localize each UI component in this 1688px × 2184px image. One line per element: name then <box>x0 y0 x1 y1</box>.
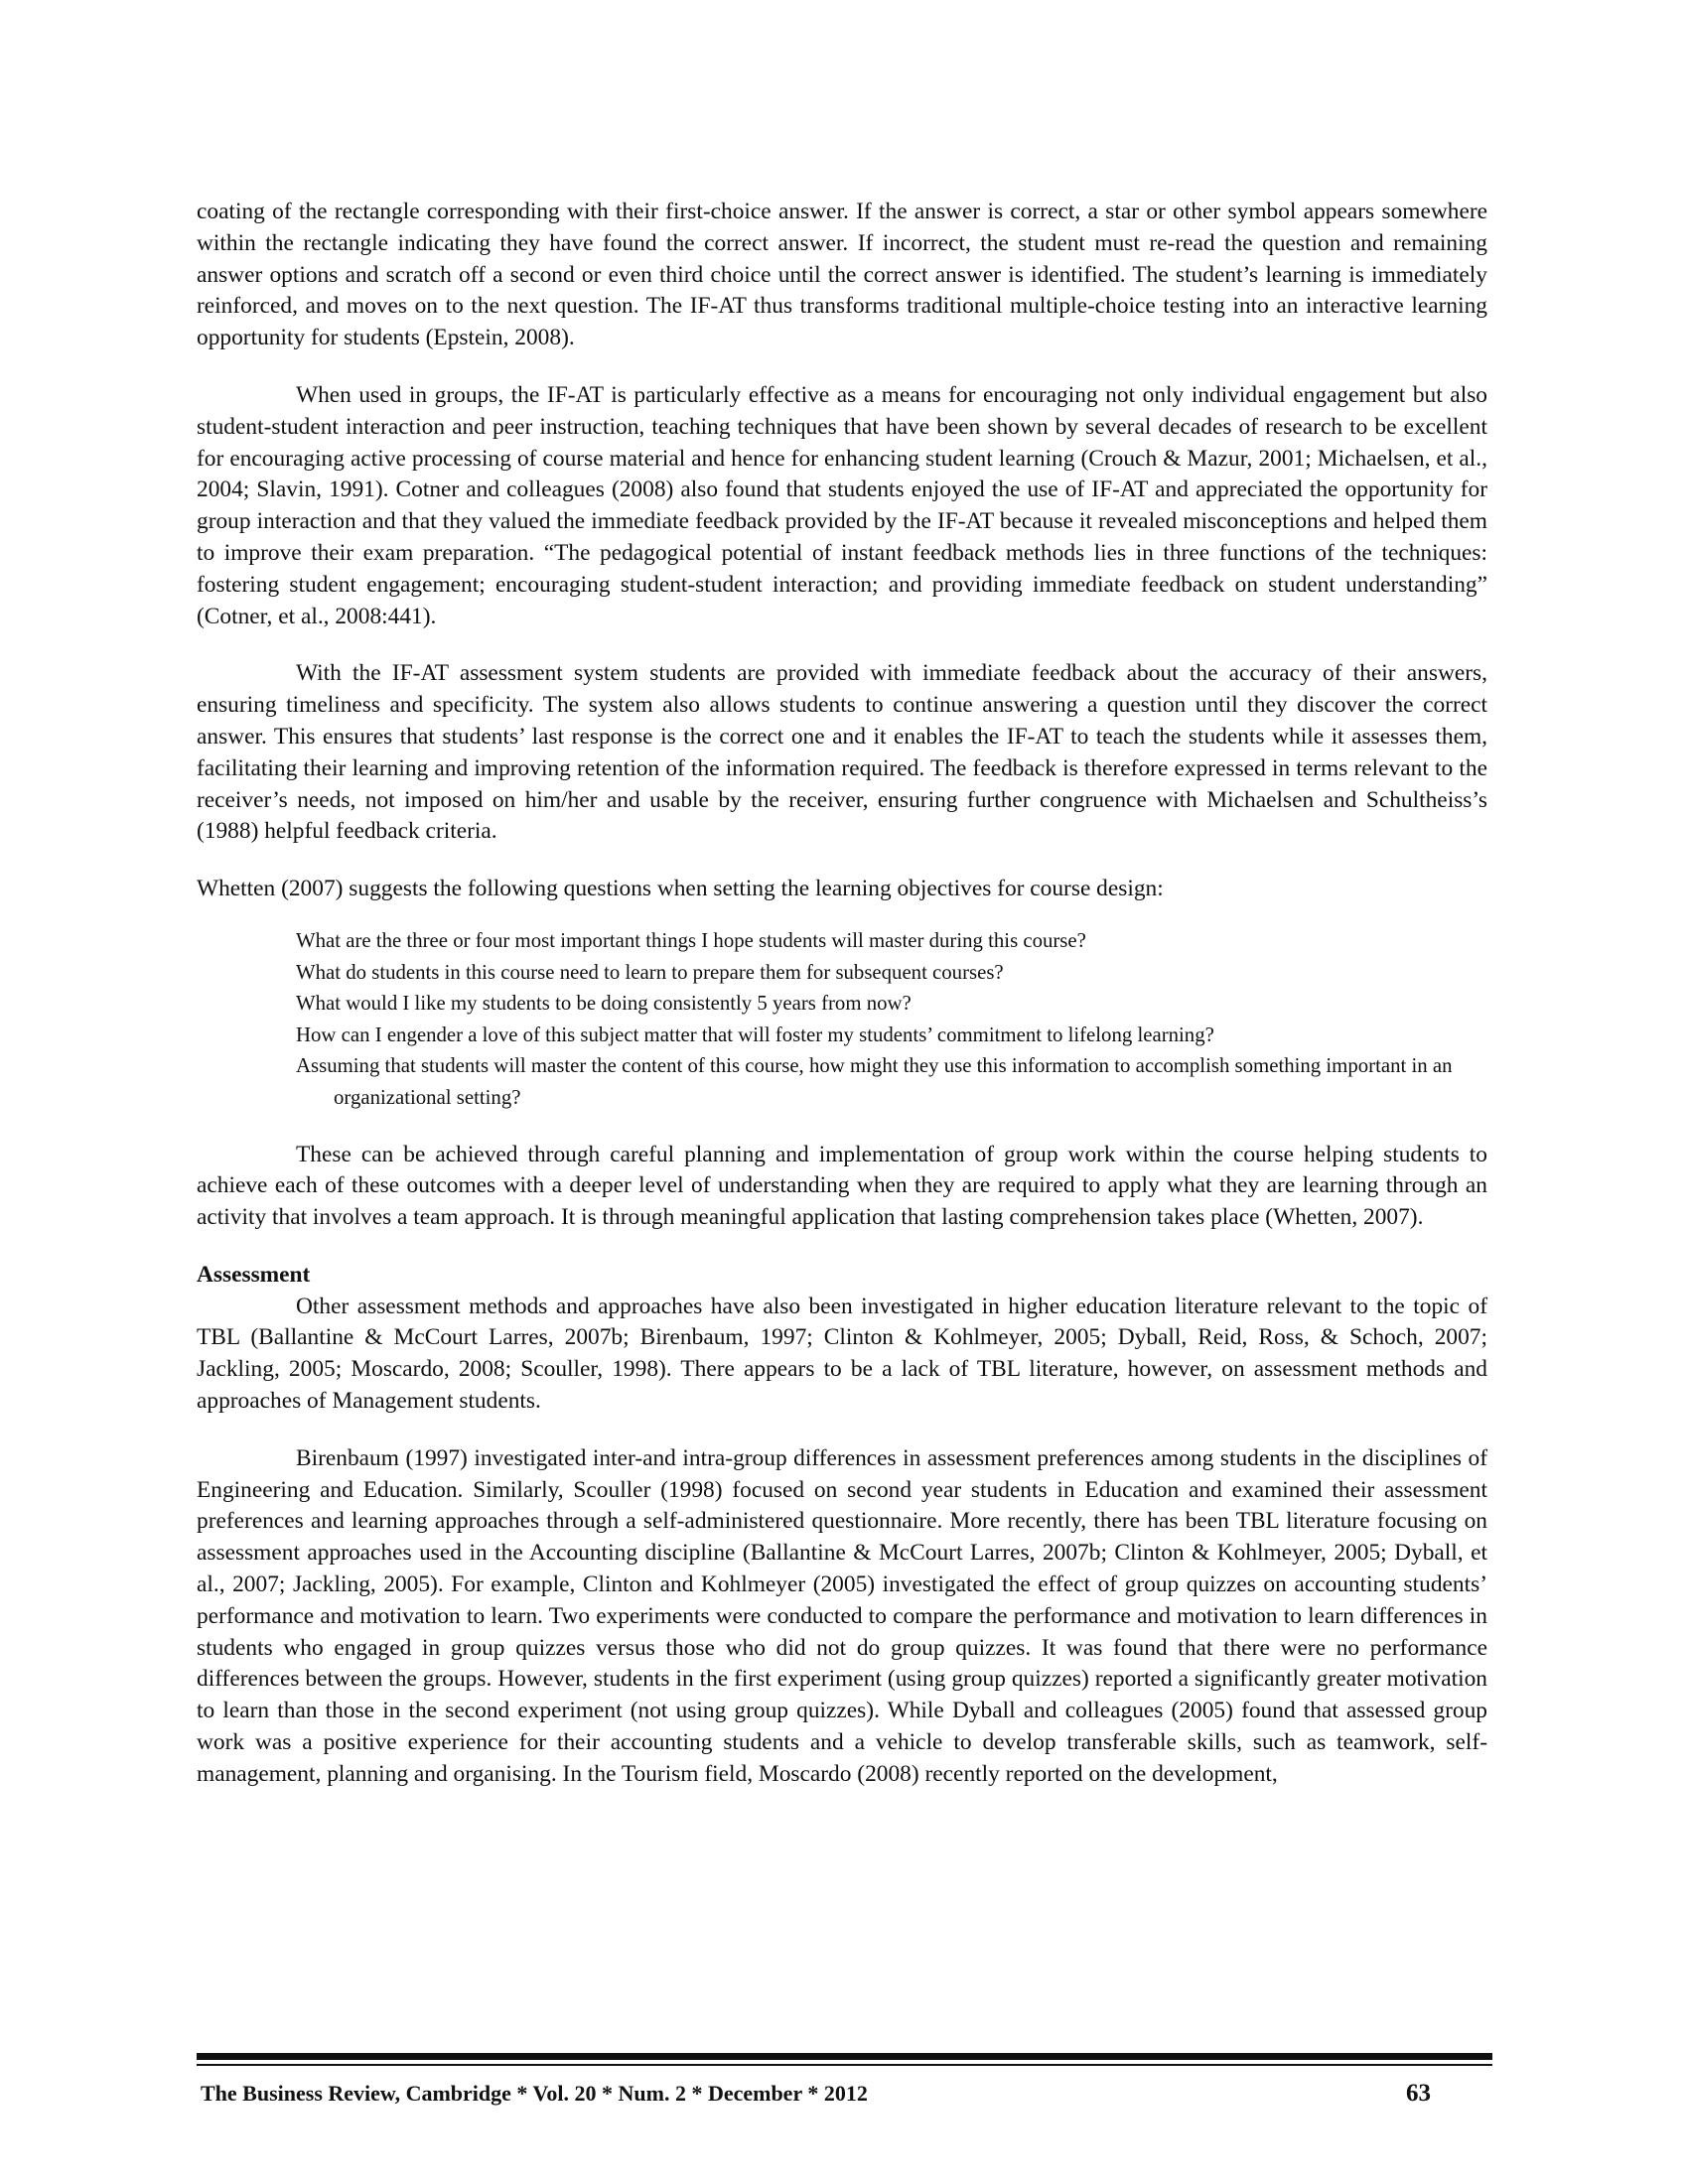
question-item: What would I like my students to be doing consistently 5 years from now? <box>296 992 912 1016</box>
learning-objective-questions <box>296 925 1487 1114</box>
page-number: 63 <box>1406 2080 1431 2107</box>
paragraph-group-work: These can be achieved through careful planning and implementation of group work within the course helping students to achieve each of these outcomes with a deeper level of understanding when they are required to apply what they are learning through an activity that involves a team approach. It is through meaningful application that lasting comprehension takes place (Whetten, 2007). <box>197 1141 1487 1231</box>
paragraph-whetten-intro: Whetten (2007) suggests the following questions when setting the learning objectives for course design: <box>197 876 1164 902</box>
page-footer <box>197 2053 1492 2108</box>
question-item: Assuming that students will master the content of this course, how might they use this information to accomplish something important in an organizational setting? <box>296 1054 1453 1109</box>
paragraph-ifat-assessment: With the IF-AT assessment system students are provided with immediate feedback about the accuracy of their answers, ensuring timeliness and specificity. The system also allows students to continue answering a question until they discover the correct answer. This ensures that students’ last response is the correct one and it enables the IF-AT to teach the students while it assesses them, facilitating their learning and improving retention of the information required. The feedback is therefore expressed in terms relevant to the receiver’s needs, not imposed on him/her and usable by the receiver, ensuring further congruence with Michaelsen and Schultheiss’s (1988) helpful feedback criteria. <box>197 660 1487 845</box>
article-body <box>197 197 1487 1791</box>
journal-citation: The Business Review, Cambridge * Vol. 20 * Num. 2 * December * 2012 <box>201 2081 868 2106</box>
paragraph-assessment-methods: Other assessment methods and approaches have also been investigated in higher education literature relevant to the topic of TBL (Ballantine & McCourt Larres, 2007b; Birenbaum, 1997; Clinton & Kohlmeyer, 2005; Dyball, Reid, Ross, & Schoch, 2007; Jackling, 2005; Moscardo, 2008; Scouller, 1998). There appears to be a lack of TBL literature, however, on assessment methods and approaches of Management students. <box>197 1293 1487 1415</box>
section-heading-assessment: Assessment <box>197 1261 311 1288</box>
question-item: What do students in this course need to learn to prepare them for subsequent courses? <box>296 960 1004 984</box>
paragraph-ifat-groups: When used in groups, the IF-AT is particularly effective as a means for encouraging not only individual engagement but also student-student interaction and peer instruction, teaching techniques that have been shown by several decades of research to be excellent for encouraging active processing of course material and hence for enhancing student learning (Crouch & Mazur, 2001; Michaelsen, et al., 2004; Slavin, 1991). Cotner and colleagues (2008) also found that students enjoyed the use of IF-AT and appreciated the opportunity for group interaction and that they valued the immediate feedback provided by the IF-AT because it revealed misconceptions and helped them to improve their exam preparation. “The pedagogical potential of instant feedback methods lies in three functions of the techniques: fostering student engagement; encouraging student-student interaction; and providing immediate feedback on student understanding” (Cotner, et al., 2008:441). <box>197 381 1487 629</box>
question-item: How can I engender a love of this subject matter that will foster my students’ commitment to lifelong learning? <box>296 1023 1214 1046</box>
footer-rule-thin <box>197 2064 1492 2066</box>
paragraph-continued: coating of the rectangle corresponding with their first-choice answer. If the answer is correct, a star or other symbol appears somewhere within the rectangle indicating they have found the correct answer. If incorrect, the student must re-read the question and remaining answer options and scratch off a second or even third choice until the correct answer is identified. The student’s learning is immediately reinforced, and moves on to the next question. The IF-AT thus transforms traditional multiple-choice testing into an interactive learning opportunity for students (Epstein, 2008). <box>197 199 1487 351</box>
question-item: What are the three or four most important things I hope students will master during this course? <box>296 928 1086 952</box>
footer-rule-thick <box>197 2053 1492 2060</box>
paragraph-birenbaum: Birenbaum (1997) investigated inter-and intra-group differences in assessment preferences among students in the disciplines of Engineering and Education. Similarly, Scouller (1998) focused on second year students in Education and examined their assessment preferences and learning approaches through a self-administered questionnaire. More recently, there has been TBL literature focusing on assessment approaches used in the Accounting discipline (Ballantine & McCourt Larres, 2007b; Clinton & Kohlmeyer, 2005; Dyball, et al., 2007; Jackling, 2005). For example, Clinton and Kohlmeyer (2005) investigated the effect of group quizzes on accounting students’ performance and motivation to learn. Two experiments were conducted to compare the performance and motivation to learn differences in students who engaged in group quizzes versus those who did not do group quizzes. It was found that there were no performance differences between the groups. However, students in the first experiment (using group quizzes) reported a significantly greater motivation to learn than those in the second experiment (not using group quizzes). While Dyball and colleagues (2005) found that assessed group work was a positive experience for their accounting students and a vehicle to develop transferable skills, such as teamwork, self-management, planning and organising. In the Tourism field, Moscardo (2008) recently reported on the development, <box>197 1444 1487 1787</box>
